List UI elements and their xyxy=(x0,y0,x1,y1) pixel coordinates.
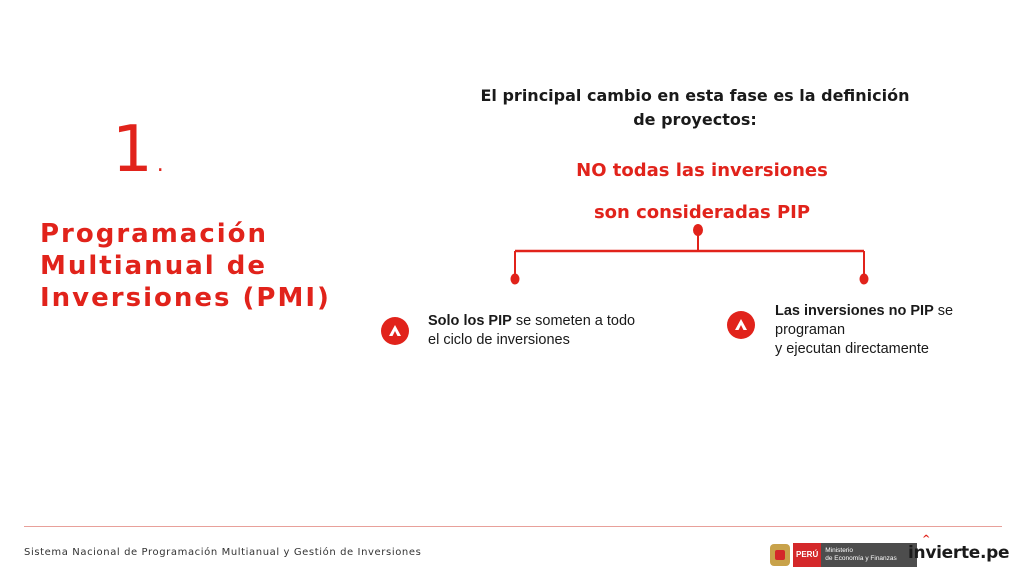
ministry-line-2: de Economía y Finanzas xyxy=(825,555,897,562)
slide-number xyxy=(112,113,164,187)
branch-connector xyxy=(500,222,880,288)
peru-label: PERÚ xyxy=(793,543,821,567)
ministry-label xyxy=(821,543,917,567)
invierte-logo xyxy=(908,534,1010,563)
right-bullet-rest-1: se xyxy=(933,303,954,319)
peru-crest-icon xyxy=(770,544,790,566)
intro-text: El principal cambio en esta fase es la definición de proyectos: xyxy=(480,86,910,129)
branch-left-node xyxy=(511,274,520,285)
ministry-line-1: Ministerio xyxy=(825,547,854,554)
section-title: Programación Multianual de Inversiones (PMI) xyxy=(40,219,331,313)
invierte-brand-text: invierte.pe xyxy=(908,543,1010,563)
left-bullet-text xyxy=(428,312,638,350)
footer-divider xyxy=(24,526,1002,527)
right-bullet-text xyxy=(775,302,995,359)
invierte-accent-icon: ^ xyxy=(922,534,931,545)
left-bullet-bold: Solo los PIP xyxy=(428,313,512,329)
highlight-line-2: son consideradas PIP xyxy=(593,202,811,223)
left-bullet-rest: se someten a todo el ciclo de inversiones xyxy=(428,313,636,348)
highlight-line-1: NO todas las inversiones xyxy=(576,160,828,181)
right-bullet-line-3: y ejecutan directamente xyxy=(775,341,929,357)
right-bullet-bold: Las inversiones no PIP xyxy=(775,303,934,319)
right-bullet-line-2: programan xyxy=(775,322,846,338)
right-bullet-line-1 xyxy=(775,302,995,321)
slide-number-digit: 1 xyxy=(112,113,153,187)
footer-system-name: Sistema Nacional de Programación Multianual y Gestión de Inversiones xyxy=(24,547,422,558)
mef-logo xyxy=(770,543,917,567)
left-bullet-caret-up-icon xyxy=(381,317,409,345)
right-bullet-caret-up-icon xyxy=(727,311,755,339)
branch-right-node xyxy=(860,274,869,285)
slide-number-dot: . xyxy=(156,152,164,177)
